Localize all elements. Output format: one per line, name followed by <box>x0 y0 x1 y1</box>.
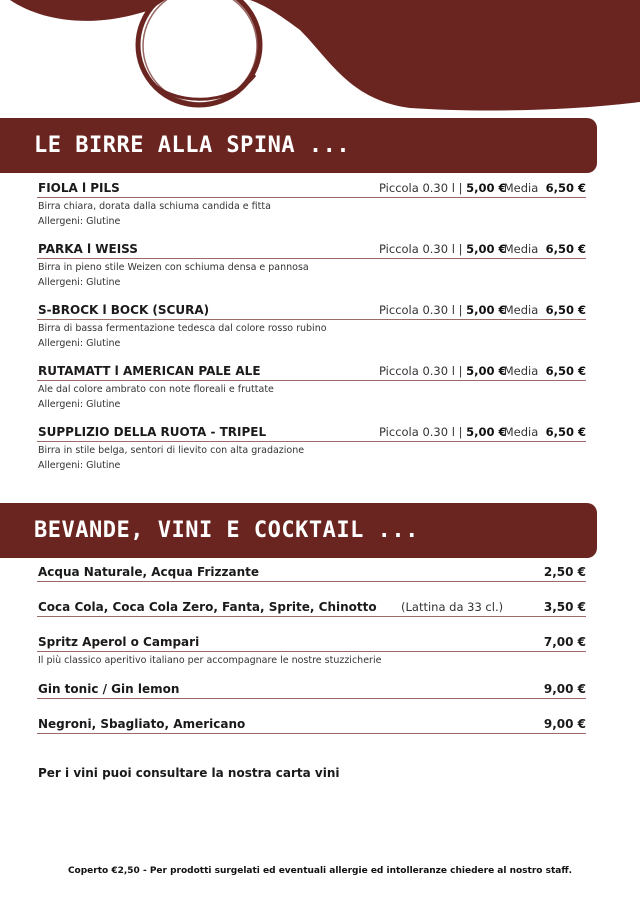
drink-item <box>37 681 586 699</box>
beer-allergens: Allergeni: Glutine <box>38 216 121 227</box>
brush-circle-icon <box>138 0 260 105</box>
beer-item <box>37 241 586 290</box>
drink-item-header <box>37 599 586 617</box>
section-banner-drinks <box>0 503 597 558</box>
wine-list-note: Per i vini puoi consultare la nostra carta vini <box>38 766 340 780</box>
price-medium: Media 6,50 € <box>503 303 586 317</box>
beer-item <box>37 424 586 473</box>
header-wave <box>250 0 640 110</box>
section-title: BEVANDE, VINI E COCKTAIL ... <box>34 518 419 543</box>
beer-description: Ale dal colore ambrato con note floreali e fruttate <box>38 384 274 395</box>
drink-name: Negroni, Sbagliato, Americano <box>38 717 246 731</box>
drink-item <box>37 599 586 617</box>
drink-description: Il più classico aperitivo italiano per accompagnare le nostre stuzzicherie <box>38 655 382 666</box>
section-title: LE BIRRE ALLA SPINA ... <box>34 133 351 158</box>
price-medium: Media 6,50 € <box>503 181 586 195</box>
drink-price: 7,00 € <box>543 635 586 649</box>
drink-name: Coca Cola, Coca Cola Zero, Fanta, Sprite, Chinotto <box>38 600 377 614</box>
drink-item-header <box>37 681 586 699</box>
price-small: Piccola 0.30 l | 5,00 € <box>379 364 507 378</box>
drink-price: 2,50 € <box>543 565 586 579</box>
drink-item <box>37 634 586 668</box>
beer-item <box>37 363 586 412</box>
beer-name: S-BROCK l BOCK (SCURA) <box>38 303 210 317</box>
footer-text: Coperto €2,50 - Per prodotti surgelati ed eventuali allergie ed intolleranze chiedere al nostro staff. <box>67 866 573 876</box>
beer-item-header <box>37 363 586 381</box>
price-small: Piccola 0.30 l | 5,00 € <box>379 242 507 256</box>
drink-item-header <box>37 564 586 582</box>
drink-price: 3,50 € <box>543 600 586 614</box>
beer-item <box>37 180 586 229</box>
beer-item-header <box>37 180 586 198</box>
header-decoration <box>0 0 640 120</box>
drink-name: Gin tonic / Gin lemon <box>38 682 180 696</box>
beer-allergens: Allergeni: Glutine <box>38 460 121 471</box>
beer-description: Birra di bassa fermentazione tedesca dal colore rosso rubino <box>38 323 327 334</box>
drink-price: 9,00 € <box>543 717 586 731</box>
beer-description: Birra in stile belga, sentori di lievito con alta gradazione <box>38 445 305 456</box>
beer-name: SUPPLIZIO DELLA RUOTA - TRIPEL <box>38 425 267 439</box>
beer-name: FIOLA l PILS <box>38 181 120 195</box>
drink-name: Acqua Naturale, Acqua Frizzante <box>38 565 259 579</box>
drink-name: Spritz Aperol o Campari <box>38 635 200 649</box>
beer-description: Birra chiara, dorata dalla schiuma candida e fitta <box>38 201 271 212</box>
drink-item <box>37 564 586 582</box>
beer-description: Birra in pieno stile Weizen con schiuma densa e pannosa <box>38 262 309 273</box>
price-medium: Media 6,50 € <box>503 364 586 378</box>
drink-item <box>37 716 586 734</box>
beer-name: RUTAMATT l AMERICAN PALE ALE <box>38 364 261 378</box>
drink-note: (Lattina da 33 cl.) <box>401 600 504 614</box>
beer-item-header <box>37 424 586 442</box>
drink-price: 9,00 € <box>543 682 586 696</box>
beer-item <box>37 302 586 351</box>
beer-allergens: Allergeni: Glutine <box>38 338 121 349</box>
section-banner-beer <box>0 118 597 173</box>
beer-item-header <box>37 241 586 259</box>
price-small: Piccola 0.30 l | 5,00 € <box>379 181 507 195</box>
drink-item-header <box>37 634 586 652</box>
footer-note <box>0 866 640 876</box>
beer-name: PARKA l WEISS <box>38 242 138 256</box>
price-medium: Media 6,50 € <box>503 425 586 439</box>
price-small: Piccola 0.30 l | 5,00 € <box>379 303 507 317</box>
beer-item-header <box>37 302 586 320</box>
price-medium: Media 6,50 € <box>503 242 586 256</box>
beer-allergens: Allergeni: Glutine <box>38 399 121 410</box>
drink-item-header <box>37 716 586 734</box>
beer-allergens: Allergeni: Glutine <box>38 277 121 288</box>
price-small: Piccola 0.30 l | 5,00 € <box>379 425 507 439</box>
